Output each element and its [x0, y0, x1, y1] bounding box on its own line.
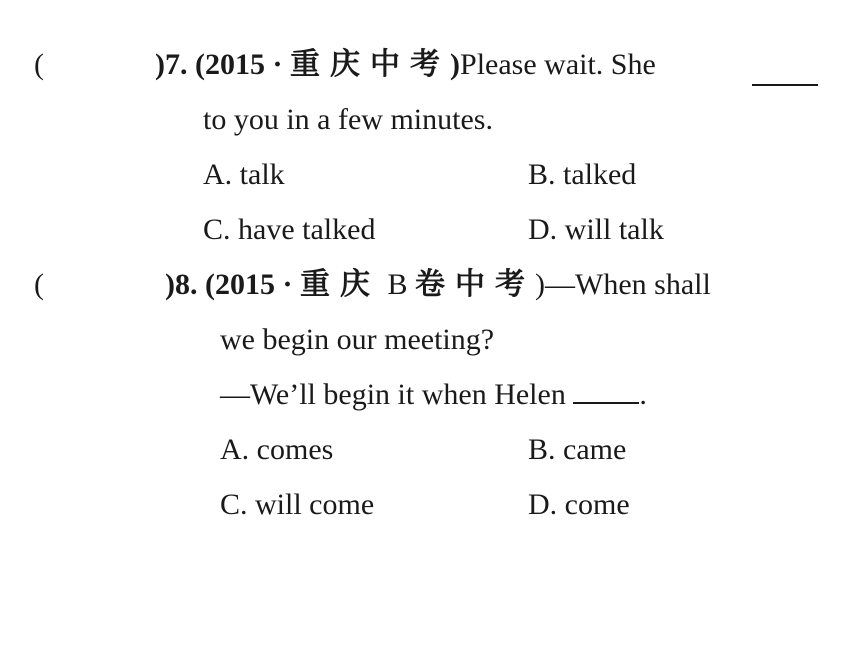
- option-a[interactable]: A. comes: [220, 433, 334, 466]
- source-b: B: [387, 268, 408, 301]
- question-7-header: [34, 47, 656, 83]
- question-8-header: [34, 267, 711, 303]
- option-d[interactable]: D. come: [528, 488, 630, 521]
- source-year: 2015: [205, 48, 265, 81]
- source-year: 2015: [215, 268, 275, 301]
- source-paren-open: (: [205, 268, 215, 301]
- answer-blank[interactable]: [573, 378, 639, 404]
- stem-line3-period: .: [639, 378, 647, 411]
- option-d[interactable]: D. will talk: [528, 213, 664, 246]
- source-dot: ·: [272, 48, 283, 81]
- question-stem-line1: —When shall: [545, 268, 711, 301]
- source-place: 重庆中考: [290, 48, 451, 81]
- option-a[interactable]: A. talk: [203, 158, 285, 191]
- answer-paren-open: (: [34, 48, 44, 81]
- question-stem-line2: we begin our meeting?: [220, 323, 495, 356]
- option-b[interactable]: B. talked: [528, 158, 637, 191]
- source-place-1: 重庆: [300, 268, 381, 301]
- option-b[interactable]: B. came: [528, 433, 627, 466]
- option-c[interactable]: C. have talked: [203, 213, 376, 246]
- source-paren-close: ): [450, 48, 461, 81]
- answer-blank[interactable]: [752, 84, 818, 86]
- source-place-2: 卷中考: [415, 268, 536, 301]
- option-c[interactable]: C. will come: [220, 488, 375, 521]
- source-paren-close: ): [535, 268, 546, 301]
- question-stem-line1: Please wait. She: [460, 48, 656, 81]
- stem-line3-text: —We’ll begin it when Helen: [220, 378, 566, 411]
- source-paren-open: (: [195, 48, 205, 81]
- question-number: )7.: [155, 48, 188, 81]
- question-number: )8.: [165, 268, 198, 301]
- question-stem-line3: [220, 377, 647, 413]
- answer-paren-open: (: [34, 268, 44, 301]
- source-dot: ·: [282, 268, 293, 301]
- question-stem-line2: to you in a few minutes.: [203, 103, 493, 136]
